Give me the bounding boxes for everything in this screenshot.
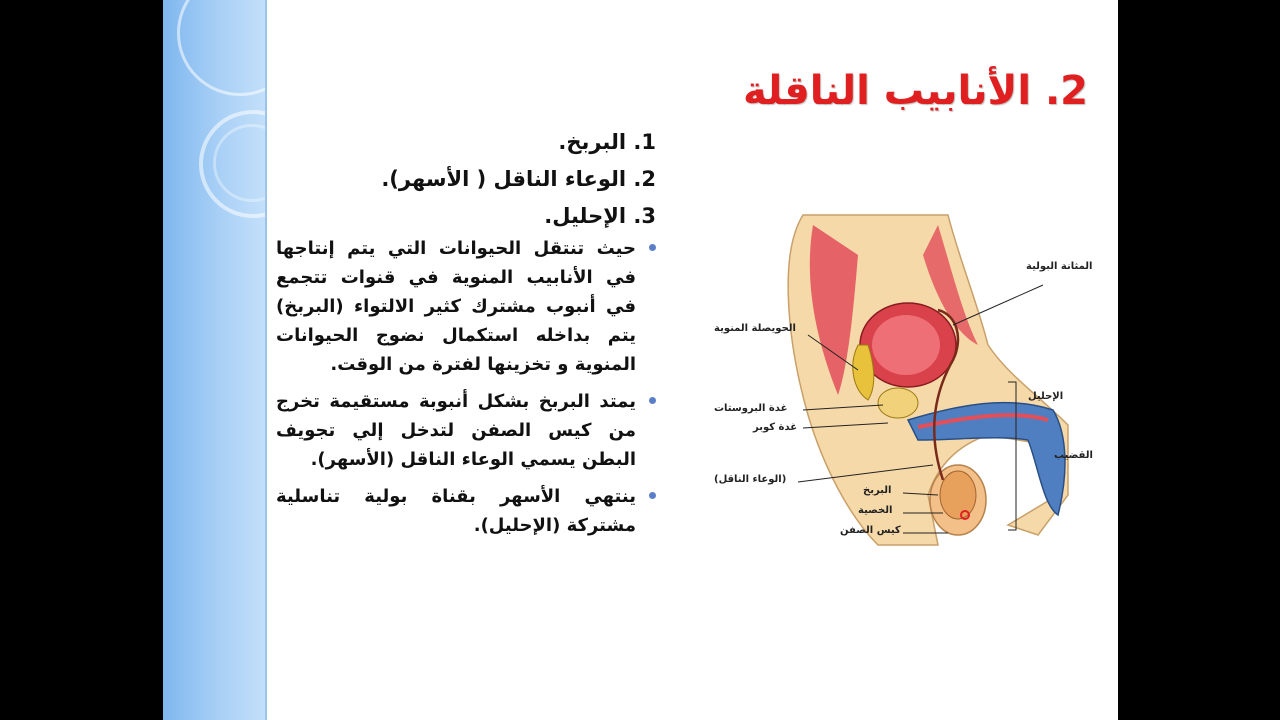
label-bladder: المثانة البولية [1026, 261, 1093, 272]
bullet-dot-icon [649, 492, 656, 499]
anatomy-diagram [708, 195, 1108, 555]
label-prostate: غدة البروستات [714, 403, 788, 414]
label-scrotum: كيس الصفن [840, 525, 901, 536]
bullet-text: ينتهي الأسهر بقناة بولية تناسلية مشتركة (الإحليل). [276, 486, 636, 536]
numbered-item: 3. الإحليل. [544, 204, 656, 228]
label-testis: الخصية [858, 505, 893, 516]
numbered-item: 2. الوعاء الناقل ( الأسهر). [381, 167, 656, 191]
label-epididymis: البربخ [863, 485, 892, 496]
slide [163, 0, 1118, 720]
testis-shape [940, 471, 976, 519]
bullet-item [276, 234, 656, 379]
bullet-dot-icon [649, 244, 656, 251]
label-cowper: غدة كوبر [753, 422, 798, 433]
anatomy-illustration [708, 195, 1108, 555]
bladder-inner-shape [872, 315, 940, 375]
decorative-ring [177, 0, 303, 96]
label-vas-deferens: (الوعاء الناقل) [714, 474, 787, 485]
prostate-shape [878, 388, 918, 418]
slide-title: 2. الأنابيب الناقلة [743, 68, 1088, 114]
label-seminal-vesicle: الحويصلة المنوية [714, 323, 796, 334]
label-penis: القضيب [1054, 450, 1093, 461]
numbered-list [276, 124, 656, 235]
bullet-text: يمتد البربخ بشكل أنبوبة مستقيمة تخرج من كيس الصفن لتدخل إلي تجويف البطن يسمي الوعاء الناقل (الأسهر). [276, 391, 636, 470]
bullet-item [276, 482, 656, 540]
bullet-list [276, 234, 656, 548]
bullet-item [276, 387, 656, 474]
numbered-item: 1. البربخ. [558, 130, 656, 154]
bullet-text: حيث تنتقل الحيوانات التي يتم إنتاجها في الأنابيب المنوية في قنوات تتجمع في أنبوب مشترك كثير الالتواء (البربخ) يتم بداخله استكمال نضوج الحيوانات المنوية و تخزينها لفترة من الوقت. [276, 238, 636, 375]
decorative-side-band [163, 0, 267, 720]
bullet-dot-icon [649, 397, 656, 404]
label-urethra: الإحليل [1028, 391, 1064, 402]
